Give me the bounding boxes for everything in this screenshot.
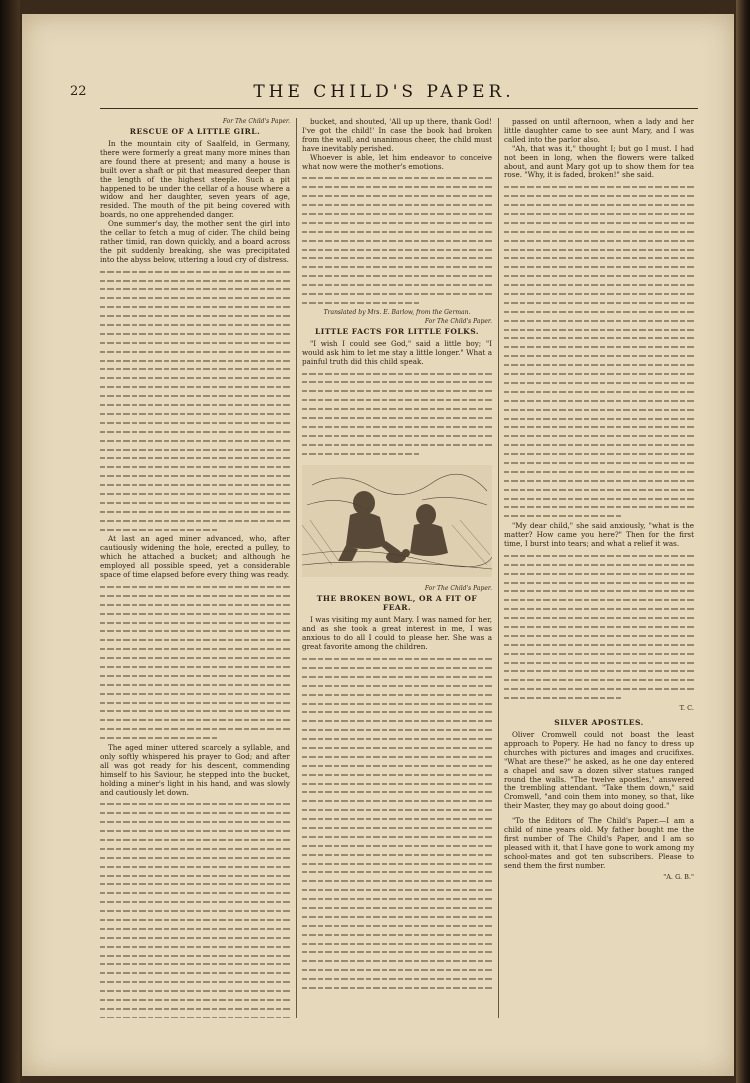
engraving-illustration <box>302 465 492 577</box>
paragraph: "I wish I could see God," said a little boy; "I would ask him to let me stay a little longer." What a painful truth did this child speak. <box>302 338 492 366</box>
column-1 <box>100 118 290 1018</box>
article-body <box>100 140 290 1018</box>
paragraph: The aged miner uttered scarcely a syllable, and only softly whispered his prayer to God; and after all was got ready for his descent, commending himself to his Saviour, he stepped into the bucket, holding a miner's light in his hand, and was slowly and cautiously let down. <box>100 742 290 797</box>
paragraph: Whoever is able, let him endeavor to conceive what now were the mother's emotions. <box>302 152 492 171</box>
article-credit: For The Child's Paper. <box>424 317 492 325</box>
column-3 <box>504 118 694 1018</box>
illegible-text-block <box>100 799 290 1018</box>
article-body <box>302 340 492 458</box>
article-credit: For The Child's Paper. <box>424 585 492 593</box>
paragraph: "My dear child," she said anxiously, "what is the matter? How came you here?" Then for the first time, I burst into tears; and what a relief it was. <box>504 521 694 548</box>
article-body <box>302 616 492 991</box>
illegible-text-block <box>100 582 290 742</box>
column-divider <box>498 118 499 1018</box>
paragraph: bucket, and shouted, 'All up up there, thank God! I've got the child!' In case the book had broken from the wall, and unanimous cheer, the child must have inevitably perished. <box>302 118 492 153</box>
paragraph: At last an aged miner advanced, who, after cautiously widening the hole, erected a pulley, to which he attached a bucket; and although he employed all possible speed, yet a considerable space of time elapsed before every thing was ready. <box>100 534 290 580</box>
article-title: THE BROKEN BOWL, OR A FIT OF FEAR. <box>316 594 478 613</box>
illegible-text-block <box>504 182 694 520</box>
article-body <box>504 118 694 702</box>
translator-credit: Translated by Mrs. E. Barlow, from the German. <box>323 308 471 316</box>
illegible-text-block <box>302 654 492 992</box>
article-body <box>302 118 492 307</box>
page-header <box>70 82 698 104</box>
paragraph: "Ah, that was it," thought I; but go I must. I had not been in long, when the flowers were talked about, and aunt Mary got up to show them for tea rose. "Why, it is faded, broken!" she said. <box>504 143 694 180</box>
article-signature: T. C. <box>679 704 694 713</box>
paragraph: In the mountain city of Saalfeld, in Germany, there were formerly a great many more mines than are found there at present; and many a house is built over a shaft or pit that measured deeper than the length of the highest steeple. Such a pit happened to be under the cellar of a house where a widow and her daughter, seven years of age, resided. The mouth of the pit being covered with boards, no one apprehended danger. <box>100 139 290 220</box>
header-rule <box>100 108 698 109</box>
illegible-text-block <box>504 551 694 702</box>
paragraph: passed on until afternoon, when a lady and her little daughter came to see aunt Mary, and I was called into the parlor also. <box>504 118 694 144</box>
book-spine <box>0 0 20 1083</box>
article-title: LITTLE FACTS FOR LITTLE FOLKS. <box>315 326 479 336</box>
column-2 <box>302 118 492 1018</box>
letter-signature: "A. G. B." <box>663 872 694 881</box>
page-number: 22 <box>70 84 87 99</box>
paragraph: I was visiting my aunt Mary. I was named for her, and as she took a great interest in me, I was anxious to do all I could to please her. She was a great favorite among the children. <box>302 615 492 652</box>
paragraph: One summer's day, the mother sent the girl into the cellar to fetch a mug of cider. The child being rather timid, ran down quickly, and a board across the pit suddenly breaking, she was precipitated into the abyss below, uttering a loud cry of distress. <box>100 219 290 264</box>
article-title: RESCUE OF A LITTLE GIRL. <box>129 127 261 136</box>
page-edge <box>736 0 750 1083</box>
article-title: SILVER APOSTLES. <box>554 718 644 728</box>
illegible-text-block <box>302 369 492 458</box>
paragraph: "To the Editors of The Child's Paper.—I am a child of nine years old. My father bought me the first number of The Child's Paper, and I am so pleased with it, that I have gone to work among my school-mates and got ten subscribers. Please to send them the first number. <box>504 816 694 870</box>
article-body <box>504 731 694 871</box>
column-divider <box>296 118 297 1018</box>
masthead: THE CHILD'S PAPER. <box>253 82 515 102</box>
paragraph: Oliver Cromwell could not boast the least approach to Popery. He had no fancy to dress up churches with pictures and images and crucifixes. "What are these?" he asked, as he one day entered a chapel and saw a dozen silver statues ranged round the walls. "The twelve apostles," answered the trembling attendant. "Take them down," said Cromwell, "and coin them into money, so that, like their Master, they may go about doing good." <box>504 730 694 811</box>
article-credit: For The Child's Paper. <box>222 118 290 125</box>
illegible-text-block <box>302 173 492 306</box>
illegible-text-block <box>100 267 290 534</box>
